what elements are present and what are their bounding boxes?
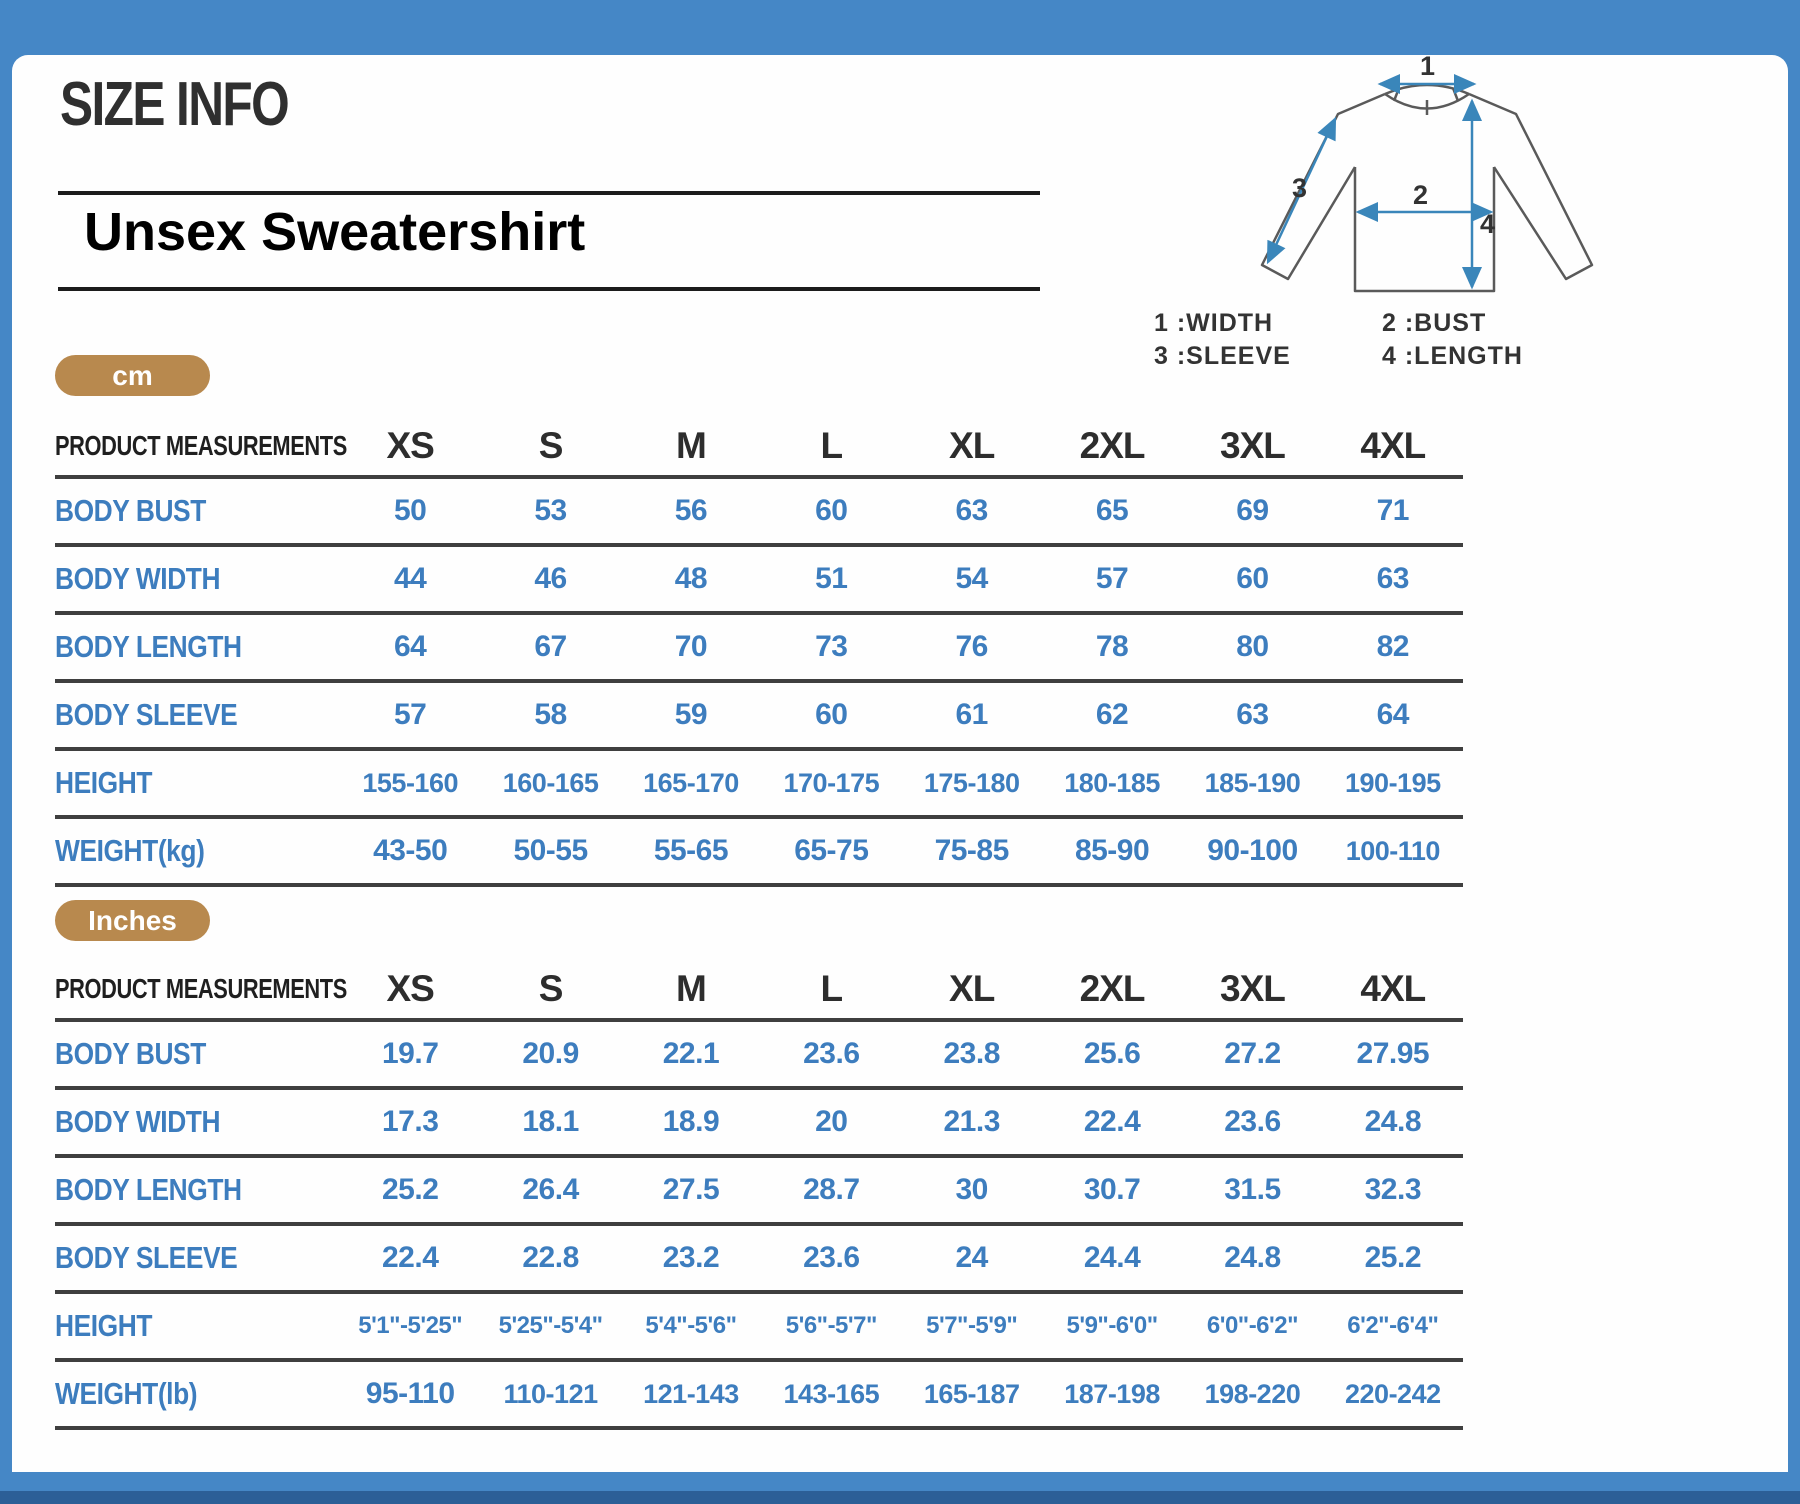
measurement-row	[55, 1022, 1463, 1090]
measurement-value: 22.8	[522, 1241, 579, 1274]
measurement-value: 22.1	[662, 1037, 720, 1070]
measurement-value: 180-185	[1064, 767, 1160, 798]
measurement-value: 80	[1236, 630, 1269, 663]
size-table-inches	[55, 960, 1463, 1430]
measurement-value: 31.5	[1224, 1173, 1281, 1206]
measurement-label: WEIGHT(lb)	[55, 1376, 198, 1411]
measurement-value: 67	[534, 630, 567, 663]
measurement-label: BODY BUST	[55, 493, 206, 528]
measurement-value: 75-85	[934, 834, 1009, 867]
measurement-value: 78	[1095, 630, 1129, 663]
size-column-header: L	[820, 968, 843, 1009]
measurement-value: 53	[534, 494, 567, 527]
measurement-row	[55, 1090, 1463, 1158]
size-column-header: XS	[386, 968, 434, 1009]
size-column-header: S	[538, 425, 563, 466]
measurement-value: 220-242	[1345, 1378, 1441, 1409]
measurement-label: BODY WIDTH	[55, 1104, 221, 1139]
measurement-value: 23.6	[1224, 1105, 1281, 1138]
measurement-row	[55, 547, 1463, 615]
measurement-value: 185-190	[1204, 767, 1301, 798]
size-info-page	[12, 51, 1788, 1472]
measurement-value: 90-100	[1207, 834, 1298, 867]
measurement-value: 50	[394, 494, 427, 527]
measurement-value: 27.95	[1356, 1037, 1430, 1070]
measurement-value: 95-110	[365, 1377, 455, 1410]
measurement-value: 30.7	[1083, 1173, 1141, 1206]
measurement-value: 28.7	[803, 1173, 860, 1206]
measurement-value: 32.3	[1364, 1173, 1421, 1206]
measurement-value: 100-110	[1345, 835, 1440, 866]
measurement-label: BODY LENGTH	[55, 629, 242, 664]
measurement-value: 24.8	[1224, 1241, 1281, 1274]
measurement-value: 165-170	[643, 767, 739, 798]
measurement-value: 46	[534, 562, 567, 595]
measurement-value: 70	[674, 630, 708, 663]
sweatshirt-diagram	[1142, 51, 1687, 305]
measurement-value: 55-65	[653, 834, 729, 867]
measurement-value: 62	[1095, 698, 1129, 731]
legend-item-bust: 2 :BUST	[1382, 309, 1487, 337]
measurement-label: BODY WIDTH	[55, 561, 221, 596]
measurement-row	[55, 615, 1463, 683]
measurement-value: 82	[1376, 630, 1409, 663]
diagram-marker-1: 1	[1420, 51, 1436, 81]
measurement-value: 71	[1376, 494, 1409, 527]
legend-item-width: 1 :WIDTH	[1154, 309, 1274, 337]
measurement-row	[55, 683, 1463, 751]
measurement-row	[55, 1158, 1463, 1226]
measurement-value: 64	[1376, 698, 1409, 731]
measurement-value: 48	[674, 562, 708, 595]
measurement-value: 5'6"-5'7"	[785, 1312, 877, 1339]
measurement-value: 25.2	[381, 1173, 439, 1206]
measurement-value: 18.1	[522, 1105, 579, 1138]
legend-item-length: 4 :LENGTH	[1382, 342, 1523, 370]
measurement-value: 22.4	[381, 1241, 439, 1274]
measurement-value: 17.3	[381, 1105, 439, 1138]
product-subtitle: Unsex Sweatershirt	[84, 202, 586, 262]
size-column-header: 4XL	[1360, 968, 1426, 1009]
measurement-label: WEIGHT(kg)	[55, 833, 205, 868]
measurement-value: 64	[394, 630, 427, 663]
measurement-value: 20	[815, 1105, 848, 1138]
measurement-value: 60	[815, 698, 848, 731]
size-column-header: XL	[949, 425, 995, 466]
product-measurements-label: PRODUCT MEASUREMENTS	[55, 430, 347, 461]
measurement-value: 5'1"-5'25"	[358, 1312, 463, 1339]
divider-line-top	[58, 191, 1040, 195]
size-column-header: L	[820, 425, 843, 466]
diagram-marker-3: 3	[1292, 173, 1308, 203]
measurement-value: 85-90	[1074, 834, 1150, 867]
size-column-header: 3XL	[1220, 425, 1285, 466]
measurement-value: 165-187	[923, 1378, 1020, 1409]
measurement-value: 121-143	[643, 1378, 739, 1409]
diagram-marker-2: 2	[1413, 180, 1429, 210]
measurement-value: 60	[815, 494, 848, 527]
measurement-value: 60	[1236, 562, 1269, 595]
size-column-header: 4XL	[1360, 425, 1426, 466]
measurement-value: 20.9	[522, 1037, 579, 1070]
measurement-value: 110-121	[503, 1378, 598, 1409]
measurement-value: 18.9	[662, 1105, 720, 1138]
measurement-value: 187-198	[1064, 1378, 1160, 1409]
measurement-value: 23.6	[803, 1037, 860, 1070]
measurement-value: 63	[1236, 698, 1269, 731]
measurement-label: BODY BUST	[55, 1036, 206, 1071]
measurement-value: 5'4"-5'6"	[645, 1312, 737, 1339]
measurement-value: 22.4	[1083, 1105, 1141, 1138]
measurement-value: 44	[394, 562, 427, 595]
measurement-value: 26.4	[522, 1173, 579, 1206]
measurement-label: BODY SLEEVE	[55, 1240, 238, 1275]
unit-badge-cm: cm	[55, 355, 210, 396]
measurement-value: 76	[955, 630, 988, 663]
measurement-value: 23.2	[662, 1241, 720, 1274]
measurement-value: 5'9"-6'0"	[1066, 1312, 1158, 1339]
size-table-cm	[55, 417, 1463, 887]
measurement-value: 30	[955, 1173, 988, 1206]
measurement-value: 61	[955, 698, 988, 731]
measurement-value: 160-165	[502, 767, 599, 798]
size-column-header: S	[538, 968, 563, 1009]
measurement-value: 170-175	[783, 767, 880, 798]
measurement-value: 59	[674, 698, 708, 731]
measurement-value: 54	[955, 562, 988, 595]
measurement-value: 21.3	[943, 1105, 1000, 1138]
measurement-value: 69	[1236, 494, 1269, 527]
measurement-value: 65-75	[794, 834, 869, 867]
measurement-row	[55, 1226, 1463, 1294]
measurement-value: 63	[955, 494, 988, 527]
measurement-value: 56	[674, 494, 708, 527]
measurement-value: 19.7	[381, 1037, 439, 1070]
measurement-label: BODY LENGTH	[55, 1172, 242, 1207]
table-header-row	[55, 417, 1463, 479]
size-column-header: XL	[949, 968, 995, 1009]
size-column-header: 2XL	[1079, 425, 1145, 466]
measurement-label: HEIGHT	[55, 765, 153, 800]
measurement-value: 6'2"-6'4"	[1347, 1312, 1439, 1339]
measurement-value: 65	[1095, 494, 1129, 527]
bottom-border-dark-strip	[0, 1491, 1800, 1504]
measurement-value: 57	[394, 698, 427, 731]
size-column-header: XS	[386, 425, 434, 466]
measurement-value: 43-50	[373, 834, 448, 867]
legend-item-sleeve: 3 :SLEEVE	[1154, 342, 1291, 370]
measurement-value: 190-195	[1345, 767, 1441, 798]
size-column-header: 3XL	[1220, 968, 1285, 1009]
measurement-value: 24.4	[1083, 1241, 1141, 1274]
measurement-value: 5'7"-5'9"	[926, 1312, 1018, 1339]
divider-line-bottom	[58, 287, 1040, 291]
measurement-value: 50-55	[513, 834, 588, 867]
measurement-value: 175-180	[923, 767, 1020, 798]
measurement-row	[55, 819, 1463, 887]
measurement-label: BODY SLEEVE	[55, 697, 238, 732]
size-column-header: 2XL	[1079, 968, 1145, 1009]
measurement-value: 63	[1376, 562, 1409, 595]
size-column-header: M	[676, 425, 706, 466]
measurement-row	[55, 479, 1463, 547]
table-header-row	[55, 960, 1463, 1022]
measurement-value: 57	[1095, 562, 1129, 595]
measurement-row	[55, 751, 1463, 819]
measurement-value: 51	[815, 562, 848, 595]
measurement-row	[55, 1294, 1463, 1362]
measurement-value: 24	[955, 1241, 988, 1274]
measurement-value: 25.6	[1083, 1037, 1141, 1070]
measurement-value: 58	[534, 698, 567, 731]
measurement-value: 155-160	[362, 767, 458, 798]
measurement-value: 27.2	[1224, 1037, 1281, 1070]
product-measurements-label: PRODUCT MEASUREMENTS	[55, 973, 347, 1004]
diagram-marker-4: 4	[1480, 209, 1496, 239]
size-column-header: M	[676, 968, 706, 1009]
measurement-value: 27.5	[662, 1173, 720, 1206]
measurement-value: 24.8	[1364, 1105, 1421, 1138]
measurement-value: 143-165	[783, 1378, 880, 1409]
measurement-value: 73	[815, 630, 848, 663]
unit-badge-inches: Inches	[55, 900, 210, 941]
measurement-value: 5'25"-5'4"	[498, 1312, 603, 1339]
measurement-value: 25.2	[1364, 1241, 1421, 1274]
measurement-legend	[1154, 309, 1523, 371]
measurement-row	[55, 1362, 1463, 1430]
measurement-value: 6'0"-6'2"	[1206, 1312, 1298, 1339]
measurement-value: 23.6	[803, 1241, 860, 1274]
measurement-label: HEIGHT	[55, 1308, 153, 1343]
measurement-value: 23.8	[943, 1037, 1000, 1070]
page-title: SIZE INFO	[60, 70, 289, 139]
measurement-value: 198-220	[1204, 1378, 1301, 1409]
